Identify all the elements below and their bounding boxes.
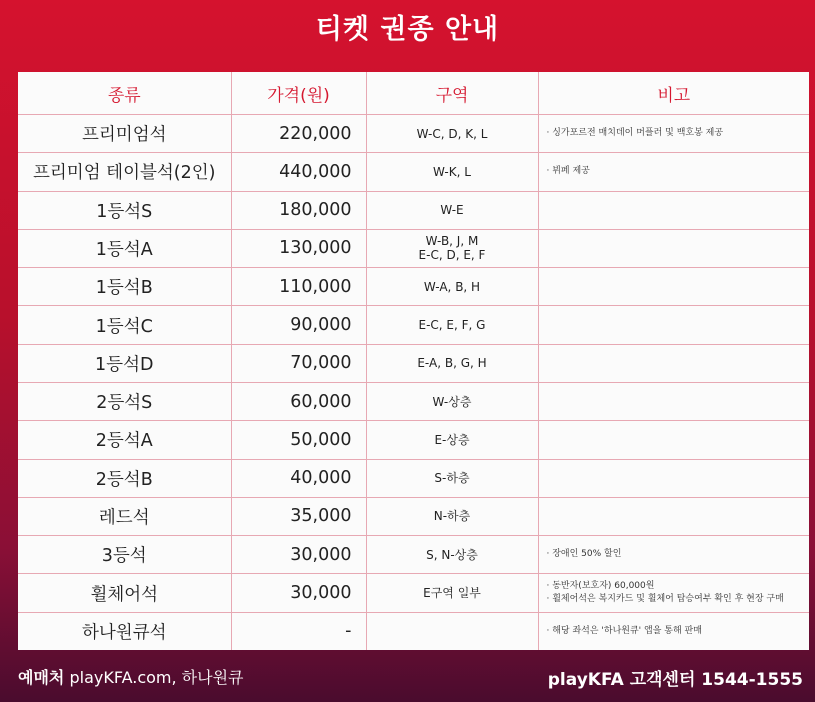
ticket-price: 35,000	[231, 497, 366, 535]
table-row	[18, 536, 809, 574]
ticket-zone	[366, 306, 538, 344]
ticket-zone	[366, 268, 538, 306]
table-row	[18, 574, 809, 612]
header-notes: 비고	[538, 72, 809, 115]
ticket-note	[538, 382, 809, 420]
zone-line: S, N-상층	[426, 547, 478, 562]
zone-line: W-A, B, H	[423, 279, 481, 294]
zone-line: E구역 일부	[423, 586, 481, 601]
ticket-zone	[366, 191, 538, 229]
ticket-note	[538, 306, 809, 344]
ticket-type: 프리미엄 테이블석(2인)	[18, 153, 231, 191]
ticket-type: 레드석	[18, 497, 231, 535]
zone-line: E-상층	[434, 432, 470, 447]
zone-line: W-상층	[432, 394, 472, 409]
note-line: · 장애인 50% 할인	[546, 549, 622, 560]
zone-line: W-B, J, M	[425, 234, 479, 249]
ticket-price: 130,000	[231, 229, 366, 267]
sales-value: playKFA.com, 하나원큐	[69, 668, 244, 687]
ticket-zone	[366, 612, 538, 650]
ticket-note	[538, 612, 809, 650]
ticket-zone	[366, 459, 538, 497]
zone-line: W-C, D, K, L	[416, 126, 488, 141]
table-row	[18, 306, 809, 344]
ticket-price: 220,000	[231, 115, 366, 153]
zone-line: E-C, D, E, F	[418, 248, 486, 263]
ticket-type: 프리미엄석	[18, 115, 231, 153]
zone-line: S-하층	[434, 471, 470, 486]
table-body	[18, 115, 809, 651]
header-price: 가격(원)	[231, 72, 366, 115]
table-row	[18, 497, 809, 535]
customer-center: playKFA 고객센터 1544-1555	[547, 670, 803, 690]
ticket-zone	[366, 153, 538, 191]
ticket-type: 2등석A	[18, 421, 231, 459]
ticket-type: 1등석A	[18, 229, 231, 267]
page-title: 티켓 권종 안내	[315, 13, 500, 45]
table-header-row	[18, 72, 809, 115]
table-row	[18, 421, 809, 459]
ticket-zone	[366, 574, 538, 612]
ticket-price: 50,000	[231, 421, 366, 459]
ticket-note	[538, 268, 809, 306]
ticket-zone	[366, 115, 538, 153]
table-row	[18, 268, 809, 306]
ticket-zone	[366, 421, 538, 459]
ticket-type: 2등석S	[18, 382, 231, 420]
ticket-type: 휠체어석	[18, 574, 231, 612]
table-row	[18, 382, 809, 420]
zone-line: E-C, E, F, G	[418, 318, 486, 333]
ticket-type: 1등석B	[18, 268, 231, 306]
ticket-note	[538, 574, 809, 612]
zone-line: N-하층	[433, 509, 471, 524]
ticket-price: 30,000	[231, 536, 366, 574]
header-type: 종류	[18, 72, 231, 115]
ticket-note	[538, 115, 809, 153]
note-line: · 뷔페 제공	[546, 166, 590, 177]
ticket-price: 440,000	[231, 153, 366, 191]
ticket-zone	[366, 382, 538, 420]
note-line: · 해당 좌석은 '하나원큐' 앱을 통해 판매	[546, 625, 702, 636]
ticket-price: 180,000	[231, 191, 366, 229]
ticket-note	[538, 536, 809, 574]
ticket-note	[538, 344, 809, 382]
ticket-type: 1등석S	[18, 191, 231, 229]
sales-label: 예매처	[18, 668, 65, 687]
ticket-price: 70,000	[231, 344, 366, 382]
note-line: · 동반자(보호자) 60,000원	[546, 581, 655, 592]
zone-line: W-E	[440, 203, 464, 218]
note-line: · 휠체어석은 복지카드 및 휠체어 탑승여부 확인 후 현장 구매	[546, 594, 784, 605]
table-row	[18, 344, 809, 382]
note-line: · 싱가포르전 매치데이 머플러 및 백호봉 제공	[546, 128, 724, 139]
zone-line: W-K, L	[433, 164, 471, 179]
ticket-price: 60,000	[231, 382, 366, 420]
sales-info	[18, 665, 244, 695]
ticket-type: 2등석B	[18, 459, 231, 497]
zone-line: E-A, B, G, H	[417, 356, 487, 371]
ticket-price: 90,000	[231, 306, 366, 344]
ticket-type: 하나원큐석	[18, 612, 231, 650]
ticket-price: 110,000	[231, 268, 366, 306]
ticket-price: 40,000	[231, 459, 366, 497]
ticket-zone	[366, 344, 538, 382]
ticket-zone	[366, 536, 538, 574]
ticket-note	[538, 459, 809, 497]
ticket-zone	[366, 229, 538, 267]
ticket-type: 1등석D	[18, 344, 231, 382]
table-row	[18, 612, 809, 650]
ticket-price: -	[231, 612, 366, 650]
ticket-note	[538, 497, 809, 535]
table-row	[18, 153, 809, 191]
ticket-note	[538, 421, 809, 459]
ticket-type: 3등석	[18, 536, 231, 574]
ticket-note	[538, 153, 809, 191]
ticket-table	[18, 72, 809, 650]
table-row	[18, 459, 809, 497]
ticket-type: 1등석C	[18, 306, 231, 344]
table-row	[18, 115, 809, 153]
ticket-zone	[366, 497, 538, 535]
ticket-price: 30,000	[231, 574, 366, 612]
ticket-note	[538, 229, 809, 267]
table-row	[18, 229, 809, 267]
ticket-note	[538, 191, 809, 229]
table-row	[18, 191, 809, 229]
header-zone: 구역	[366, 72, 538, 115]
